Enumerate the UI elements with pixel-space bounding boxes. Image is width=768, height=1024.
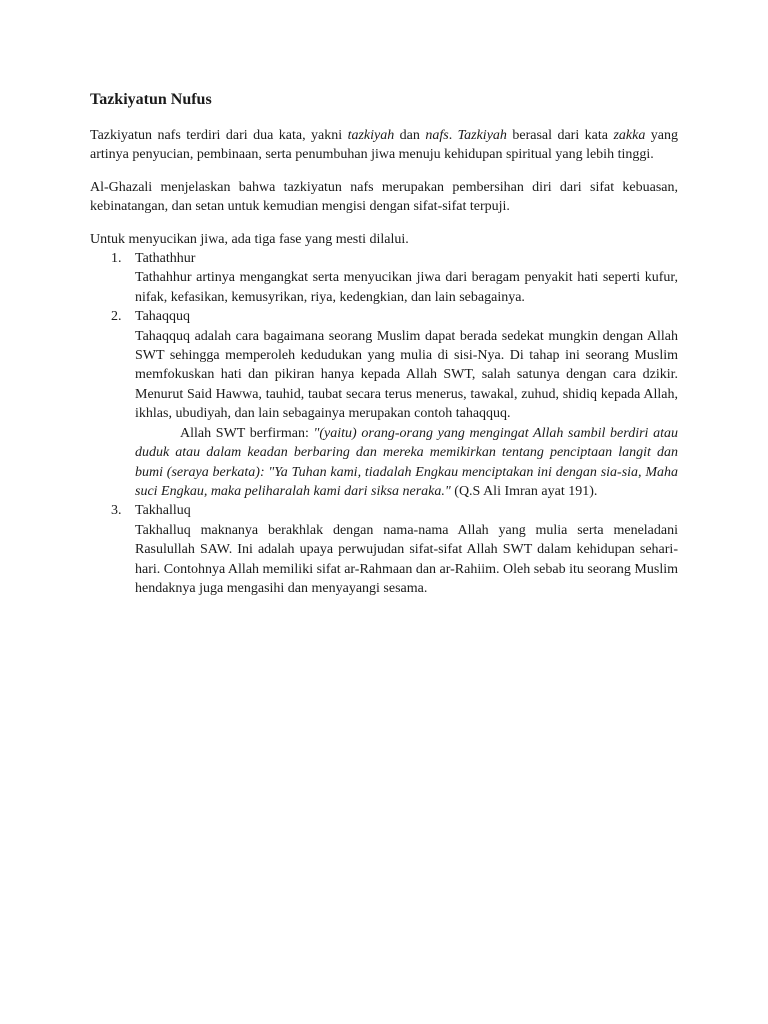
term-tazkiyah: tazkiyah: [347, 128, 395, 143]
term-tazkiyah-2: Tazkiyah: [457, 128, 507, 143]
para1-text-2: dan: [394, 128, 426, 143]
paragraph-intro: Untuk menyucikan jiwa, ada tiga fase yang mesti dilalui.: [90, 231, 409, 247]
list-item: [90, 307, 678, 501]
quote-lead: Allah SWT berfirman:: [180, 425, 314, 441]
list-item: [90, 249, 678, 307]
list-item-body: Tathahhur artinya mengangkat serta menyucikan jiwa dari beragam penyakit hati seperti kufur, nifak, kefasikan, kemusyrikan, riya, kedengkian, dan lain sebagainya.: [135, 270, 678, 305]
list-item: [90, 501, 678, 598]
list-item-number: 3.: [111, 503, 122, 519]
para1-text-5: yang artinya penyucian, pembinaan, serta penumbuhan jiwa menuju kehidupan spiritual yang lebih tinggi.: [90, 128, 679, 163]
list-item-number: 2.: [111, 309, 122, 325]
para1-text-3: .: [448, 128, 458, 143]
paragraph-definition: [90, 126, 678, 165]
list-item-body: Takhalluq maknanya berakhlak dengan nama-nama Allah yang mulia serta meneladani Rasulullah SAW. Ini adalah upaya perwujudan sifat-sifat Allah SWT dalam kehidupan sehari-hari. Contohnya Allah memiliki sifat ar-Rahmaan dan ar-Rahiim. Oleh sebab itu seorang Muslim hendaknya juga mengasihi dan menyayangi sesama.: [135, 522, 678, 596]
list-item-title: Takhalluq: [135, 503, 191, 519]
phase-list: [90, 249, 678, 598]
quran-quote: [135, 424, 678, 502]
document-page: [90, 90, 678, 598]
document-title: Tazkiyatun Nufus: [90, 91, 212, 108]
term-zakka: zakka: [613, 128, 646, 143]
para1-text-1: Tazkiyatun nafs terdiri dari dua kata, yakni: [90, 128, 348, 143]
term-nafs: nafs: [425, 128, 449, 143]
quote-text: "(yaitu) orang-orang yang mengingat Allah sambil berdiri atau duduk atau dalam keadan berbaring dan mereka memikirkan tentang penciptaan langit dan bumi (seraya berkata): "Ya Tuhan kami, tiadalah Engkau menciptakan ini dengan sia-sia, Maha suci Engkau, maka peliharalah kami dari siksa neraka.": [135, 425, 678, 499]
list-item-number: 1.: [111, 251, 122, 267]
list-item-body: Tahaqquq adalah cara bagaimana seorang Muslim dapat berada sedekat mungkin dengan Allah SWT sehingga memperoleh kedudukan yang mulia di sisi-Nya. Di tahap ini seorang Muslim memfokuskan hati dan pikiran hanya kepada Allah SWT, salah satunya dengan cara dzikir. Menurut Said Hawwa, tauhid, taubat secara terus menerus, tawakal, zuhud, shidiq kepada Allah, ikhlas, ubudiyah, dan lain sebagainya merupakan contoh tahaqquq.: [135, 328, 678, 422]
list-item-title: Tathathhur: [135, 251, 196, 267]
list-item-title: Tahaqquq: [135, 309, 191, 325]
paragraph-al-ghazali: Al-Ghazali menjelaskan bahwa tazkiyatun nafs merupakan pembersihan diri dari sifat kebuasan, kebinatangan, dan setan untuk kemudian mengisi dengan sifat-sifat terpuji.: [90, 179, 678, 215]
quote-reference: (Q.S Ali Imran ayat 191).: [450, 483, 598, 499]
para1-text-4: berasal dari kata: [506, 128, 614, 143]
